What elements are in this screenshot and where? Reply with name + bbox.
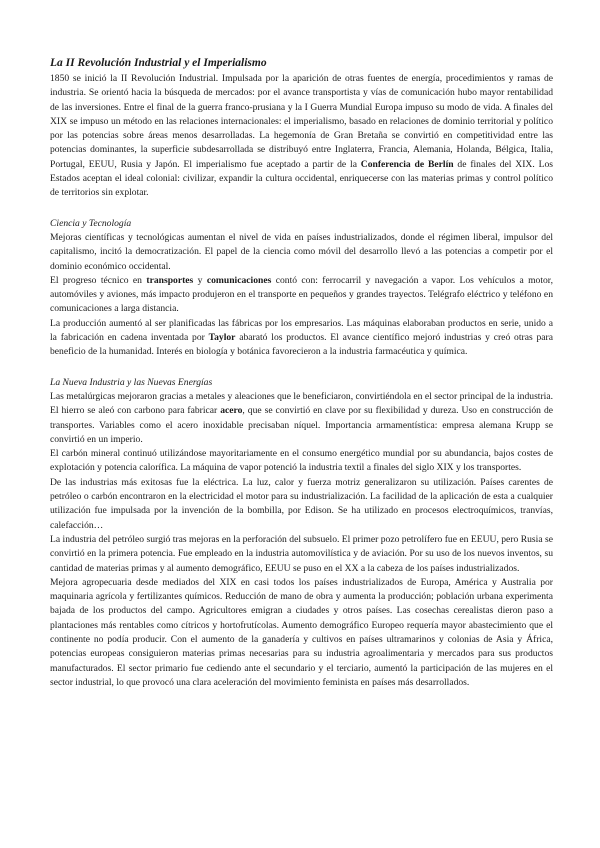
ciencia-p2-text-3: contó con: ferrocarril y navegación a vapor. Los vehículos a motor, automóviles y aviones, más impacto produjeron en el transporte en pequeños y grandes trayectos. Telégrafo eléctrico y teléfono en comunicaciones a larga distancia. [50, 274, 554, 315]
industria-paragraph-5: Mejora agropecuaria desde mediados del XIX en casi todos los países industrializados de Europa, América y Australia por maquinaria agrícola y fertilizantes químicos. Reducción de mano de obra y aumenta la producción; población urbana experimenta bajada de los productos del campo. Agricultores emigran a ciudades y otros países. Las cosechas cerealistas dieron paso a plantaciones más rentables como cítricos y hortofrutícolas. Aumento demográfico Europeo requería mayor abastecimiento que el continente no podía producir. Con el aumento de la ganadería y cultivos en países ultramarinos y colonias de Asia y África, potencias europeas consiguieron materias primas necesarias para su industria agroalimentaria y mercados para sus productos manufacturados. El sector primario fue cediendo ante el secundario y el terciario, aumentó la participación de las mujeres en el sector industrial, lo que provocó una clara aceleración del movimiento feminista en países más desarrollados. [50, 576, 553, 688]
industria-paragraph-1 [50, 390, 553, 447]
section-heading-ciencia: Ciencia y Tecnología [50, 217, 132, 229]
industria-p1-bold-acero: acero [220, 405, 243, 417]
ciencia-paragraph-2 [50, 274, 553, 317]
ciencia-p3-bold-taylor: Taylor [208, 332, 236, 344]
intro-bold-conferencia: Conferencia de Berlín [360, 158, 454, 170]
section-heading-industria: La Nueva Industria y las Nuevas Energías [50, 376, 213, 388]
ciencia-paragraph-3 [50, 317, 553, 360]
industria-paragraph-4: La industria del petróleo surgió tras mejoras en la perforación del subsuelo. El primer pozo petrolífero fue en EEUU, pero Rusia se convirtió en la primera potencia. Fue empleado en la industria automovilística y de aviación. Por su uso de los nuevos inventos, su cantidad de materias primas y al aumento demográfico, EEUU se puso en el XX a la cabeza de los países industrializados. [50, 533, 553, 574]
intro-text-2: de finales del XIX. Los Estados aceptan el ideal colonial: civilizar, expandir la cultura occidental, enriquecerse con las materias primas y control político de territorios sin explotar. [50, 158, 553, 199]
ciencia-p2-text-1: El progreso técnico en [50, 274, 147, 286]
document-page [50, 56, 553, 690]
ciencia-paragraph-1: Mejoras científicas y tecnológicas aumentan el nivel de vida en países industrializados, donde el régimen liberal, impulsor del capitalismo, incitó la democratización. El papel de la ciencia como móvil del desarrollo llevó a las potencias a competir por el dominio económico occidental. [50, 231, 553, 272]
intro-paragraph [50, 72, 553, 201]
industria-paragraph-2: El carbón mineral continuó utilizándose mayoritariamente en el consumo energético mundial por su abundancia, bajos costes de explotación y potencia calorífica. La máquina de vapor potenció la industria textil a finales del siglo XIX y los transportes. [50, 448, 553, 474]
intro-text-1: 1850 se inició la II Revolución Industrial. Impulsada por la aparición de otras fuentes de energía, procedimientos y ramas de industria. Se orientó hacia la búsqueda de mercados: por el avance transportista y vías de comunicación hubo mayor rentabilidad de las inversiones. Entre el final de la guerra franco-prusiana y la I Guerra Mundial Europa impuso su modo de vida. A finales del XIX se impuso un método en las relaciones internacionales: el imperialismo, basado en relaciones de dominio territorial y político por las potencias sobre áreas menos desarrolladas. La hegemonía de Gran Bretaña se convirtió en competitividad entre las potencias dominantes, la superficie subdesarrollada se distribuyó entre Inglaterra, Francia, Alemania, Holanda, Bélgica, Italia, Portugal, EEUU, Rusia y Japón. El imperialismo fue aceptado a partir de la [50, 73, 553, 170]
industria-paragraph-3: De las industrias más exitosas fue la eléctrica. La luz, calor y fuerza motriz generalizaron su utilización. Países carentes de petróleo o carbón encontraron en la electricidad el motor para su industrialización. La facilidad de la aplicación de esta a cualquier utilización fue impulsada por la invención de la bombilla, por Edison. Se ha utilizado en procesos electroquímicos, tranvías, calefacción… [50, 476, 553, 531]
ciencia-p2-text-2: y [193, 274, 207, 286]
industria-p1-text-1: Las metalúrgicas mejoraron gracias a metales y aleaciones que le beneficiaron, convirtiéndola en el sector principal de la industria. El hierro se aleó con carbono para fabricar [50, 390, 553, 417]
document-title: La II Revolución Industrial y el Imperialismo [50, 57, 267, 69]
ciencia-p2-bold-comunicaciones: comunicaciones [206, 274, 272, 286]
ciencia-p3-text-1: La producción aumentó al ser planificadas las fábricas por los empresarios. Las máquinas elaboraban productos en serie, unido a la fabricación en cadena inventada por [50, 317, 553, 344]
ciencia-p3-text-2: abarató los productos. El avance científico mejoró industrias y creó otras para beneficio de la humanidad. Interés en biología y botánica favorecieron a la industria farmacéutica y química. [50, 332, 553, 358]
industria-p1-text-2: , que se convirtió en clave por su flexibilidad y dureza. Uso en construcción de transportes. Variables como el acero inoxidable precisaban níquel. Importancia armamentística: empresa alemana Krupp se convirtió en un imperio. [50, 405, 554, 445]
ciencia-p2-bold-transportes: transportes [146, 274, 194, 286]
